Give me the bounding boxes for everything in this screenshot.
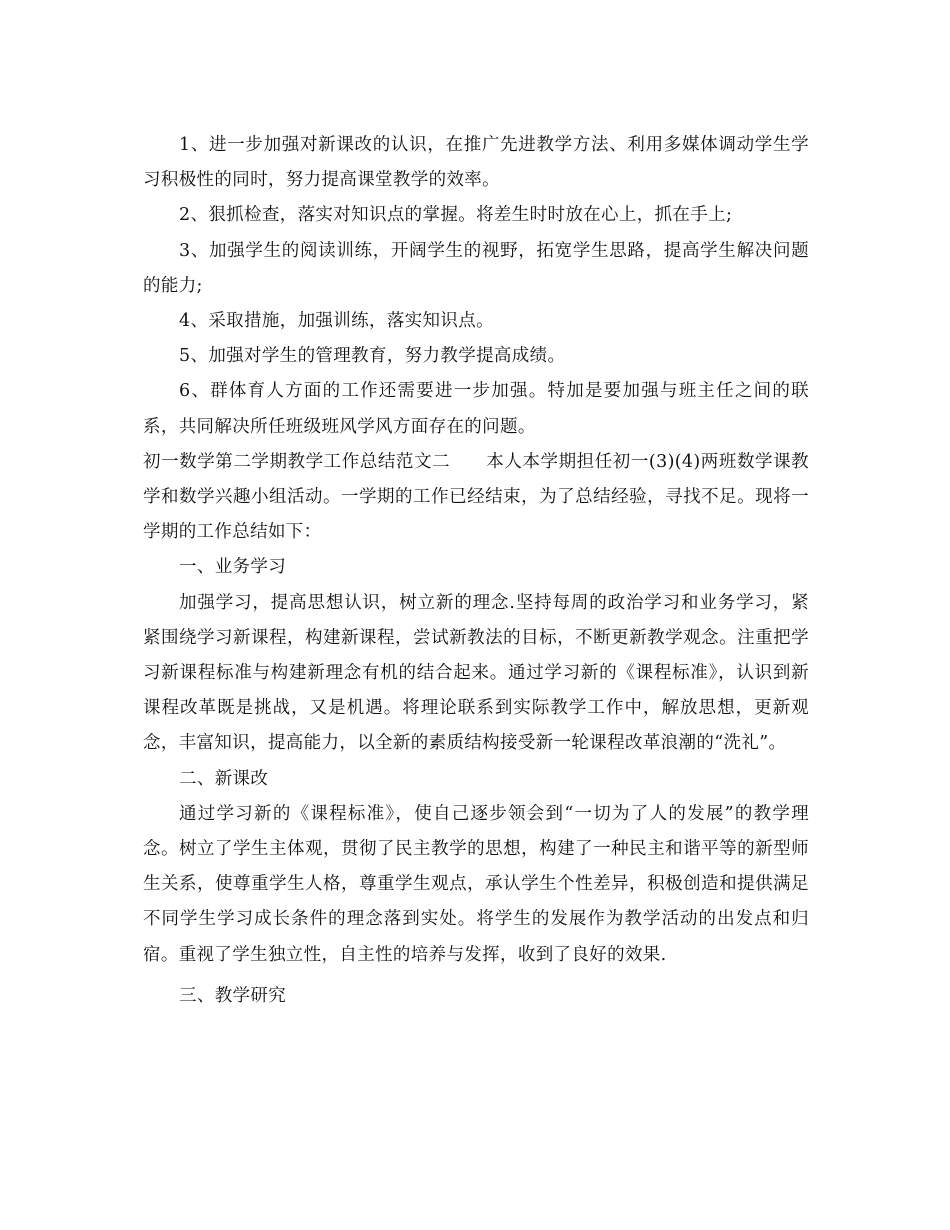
paragraph-item-5: 5、加强对学生的管理教育，努力教学提高成绩。 (179, 346, 566, 367)
section-heading-teaching-research: 三、教学研究 (179, 985, 287, 1006)
section-heading-business-study: 一、业务学习 (179, 557, 287, 578)
paragraph-item-2: 2、狠抓检查，落实对知识点的掌握。将差生时时放在心上，抓在手上; (179, 205, 733, 226)
paragraph-item-6: 6、群体育人方面的工作还需要进一步加强。特加是要加强与班主任之间的联系，共同解决所任班级班风学风方面存在的问题。 (143, 381, 809, 437)
paragraph-item-1: 1、进一步加强对新课改的认识，在推广先进教学方法、利用多媒体调动学生学习积极性的同时，努力提高课堂教学的效率。 (143, 135, 809, 191)
paragraph-item-3: 3、加强学生的阅读训练，开阔学生的视野，拓宽学生思路，提高学生解决问题的能力; (143, 240, 809, 296)
paragraph-new-curriculum: 通过学习新的《课程标准》，使自己逐步领会到“一切为了人的发展”的教学理念。树立了学生主体观，贯彻了民主教学的思想，构建了一种民主和谐平等的新型师生关系，使尊重学生人格，尊重学生观点，承认学生个性差异，积极创造和提供满足不同学生学习成长条件的理念落到实处。将学生的发展作为教学活动的出发点和归宿。重视了学生独立性，自主性的培养与发挥，收到了良好的效果. (143, 803, 809, 965)
document-body (143, 128, 809, 1014)
section-intro-paragraph: 初一数学第二学期教学工作总结范文二 本人本学期担任初一(3)(4)两班数学课教学和数学兴趣小组活动。一学期的工作已经结束，为了总结经验，寻找不足。现将一学期的工作总结如下： (143, 451, 809, 543)
paragraph-business-study: 加强学习，提高思想认识，树立新的理念.坚持每周的政治学习和业务学习，紧紧围绕学习新课程，构建新课程，尝试新教法的目标，不断更新教学观念。注重把学习新课程标准与构建新理念有机的结合起来。通过学习新的《课程标准》，认识到新课程改革既是挑战，又是机遇。将理论联系到实际教学工作中，解放思想，更新观念，丰富知识，提高能力，以全新的素质结构接受新一轮课程改革浪潮的“洗礼”。 (143, 592, 809, 754)
section-heading-new-curriculum: 二、新课改 (179, 768, 269, 789)
paragraph-item-4: 4、采取措施，加强训练，落实知识点。 (179, 311, 494, 332)
